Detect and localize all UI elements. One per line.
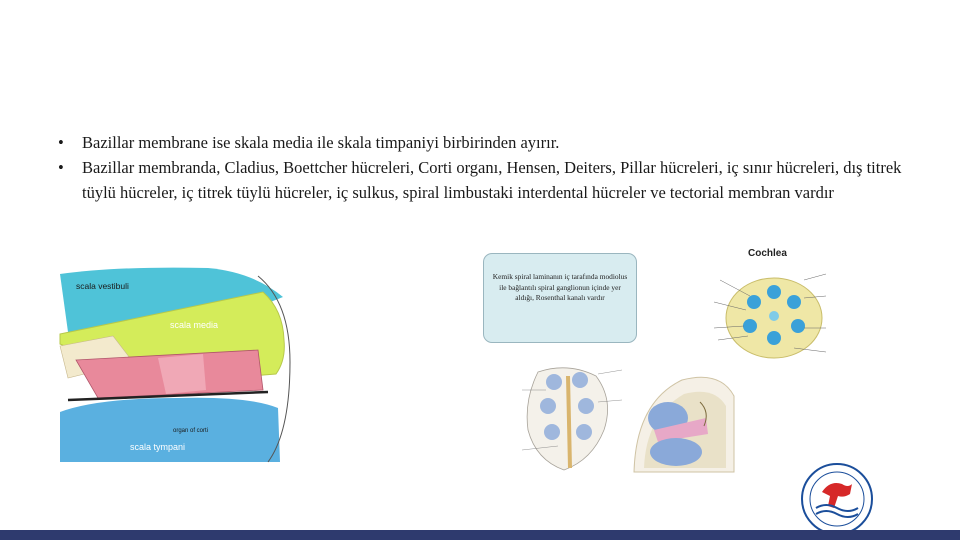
university-logo [800,462,874,536]
bullet-text: Bazillar membrane ise skala media ile skala timpaniyi birbirinden ayırır. [82,133,560,152]
cochlea-spiral-figure [518,360,626,482]
bullet-list [58,130,908,205]
bullet-symbol: • [58,133,64,152]
bullet-item [58,155,908,205]
cochlea-overview-figure [700,240,842,370]
cochlear-duct-section-figure [58,262,296,467]
bullet-text: Bazillar membranda, Cladius, Boettcher hücreleri, Corti organı, Hensen, Deiters, Pillar hücreleri, iç sınır hücreleri, dış titrek tüylü hücreler, iç titrek tüylü hücreler, iç sulkus, spiral limbustaki interdental hücreler ve tectorial membran vardır [82,158,902,202]
bullet-symbol: • [58,158,64,177]
organ-of-corti-label: organ of corti [173,428,209,434]
bullet-item [58,130,908,155]
scala-vestibuli-label: scala vestibuli [76,281,129,291]
rosenthal-canal-callout: Kemik spiral laminanın iç tarafında modiolus ile bağlantılı spiral ganglionun içinde yer aldığı, Rosenthal kanalı vardır [483,253,637,343]
footer-bar [0,530,960,540]
scala-tympani-label: scala tympani [130,442,186,452]
scala-media-label: scala media [170,320,219,330]
cochlea-title: Cochlea [748,248,787,259]
cochlear-duct-detail-figure [630,372,742,482]
